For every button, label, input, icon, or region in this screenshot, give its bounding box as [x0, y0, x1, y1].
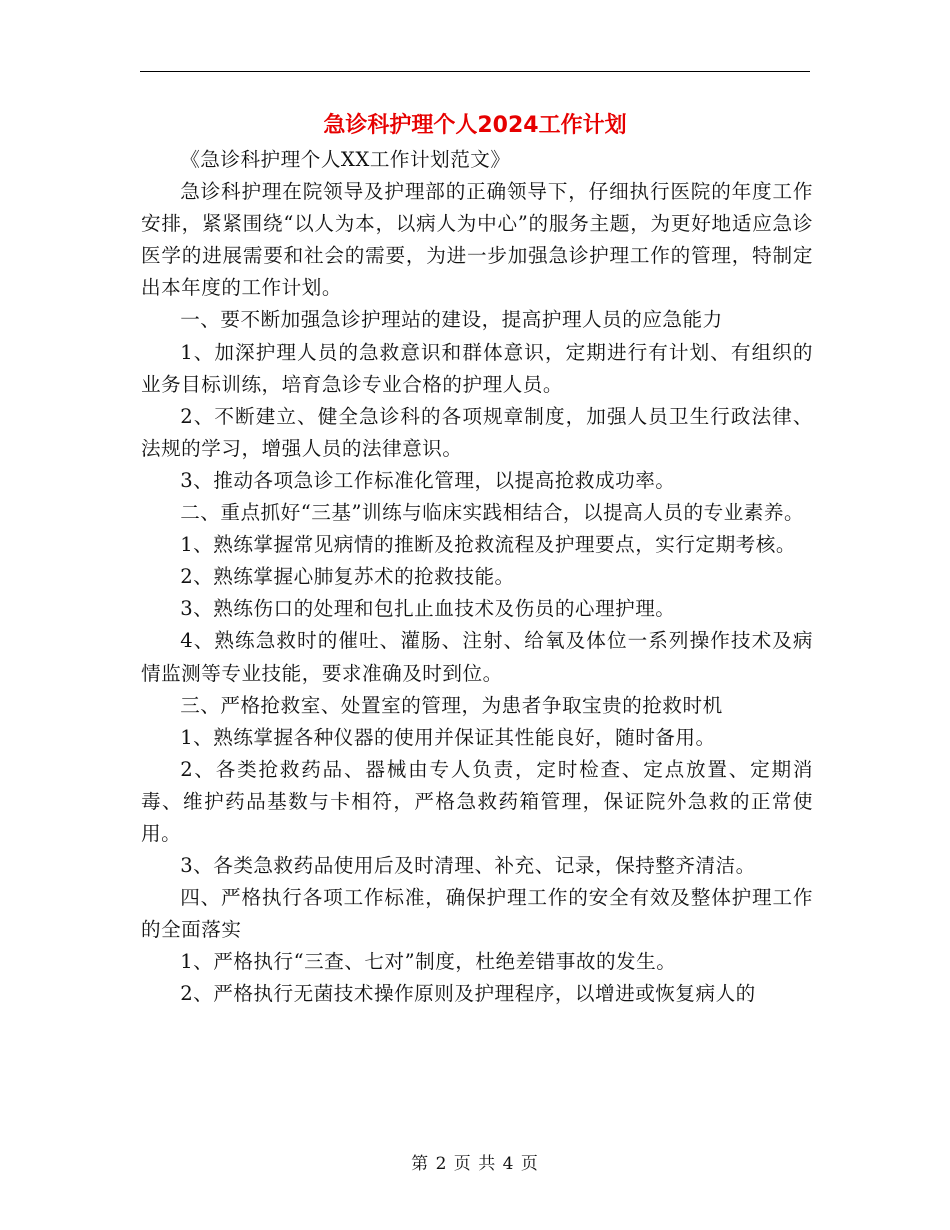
paragraph-4-1: 1、严格执行“三查、七对”制度，杜绝差错事故的发生。	[180, 950, 677, 974]
paragraph-2-2: 2、熟练掌握心肺复苏术的抢救技能。	[180, 565, 515, 589]
paragraph-intro: 急诊科护理在院领导及护理部的正确领导下，仔细执行医院的年度工作安排，紧紧围绕“以人为本，以病人为中心”的服务主题，为更好地适应急诊医学的进展需要和社会的需要，为进一步加强急诊护理工作的管理，特制定出本年度的工作计划。	[141, 180, 813, 300]
page-footer: 第 2 页 共 4 页	[411, 1154, 539, 1174]
paragraph-1-1: 1、加深护理人员的急救意识和群体意识，定期进行有计划、有组织的业务目标训练，培育急诊专业合格的护理人员。	[141, 340, 813, 396]
paragraph-1-2: 2、不断建立、健全急诊科的各项规章制度，加强人员卫生行政法律、法规的学习，增强人员的法律意识。	[141, 404, 813, 460]
section-heading-4: 四、严格执行各项工作标准，确保护理工作的安全有效及整体护理工作的全面落实	[141, 886, 813, 942]
paragraph-1-3: 3、推动各项急诊工作标准化管理，以提高抢救成功率。	[180, 468, 676, 492]
document-title: 急诊科护理个人2024工作计划	[323, 113, 627, 138]
paragraph-subtitle: 《急诊科护理个人XX工作计划范文》	[180, 148, 511, 171]
section-heading-3: 三、严格抢救室、处置室的管理，为患者争取宝贵的抢救时机	[180, 693, 723, 717]
header-rule	[140, 71, 810, 72]
paragraph-4-2: 2、严格执行无菌技术操作原则及护理程序，以增进或恢复病人的	[180, 982, 756, 1006]
section-heading-2: 二、重点抓好“三基”训练与临床实践相结合，以提高人员的专业素养。	[180, 501, 805, 525]
paragraph-3-1: 1、熟练掌握各种仪器的使用并保证其性能良好，随时备用。	[180, 725, 716, 749]
paragraph-2-4: 4、熟练急救时的催吐、灌肠、注射、给氧及体位一系列操作技术及病情监测等专业技能，要求准确及时到位。	[141, 629, 813, 685]
section-heading-1: 一、要不断加强急诊护理站的建设，提高护理人员的应急能力	[180, 308, 723, 332]
paragraph-3-3: 3、各类急救药品使用后及时清理、补充、记录，保持整齐清洁。	[180, 854, 756, 878]
paragraph-2-1: 1、熟练掌握常见病情的推断及抢救流程及护理要点，实行定期考核。	[180, 533, 796, 557]
paragraph-3-2: 2、各类抢救药品、器械由专人负责，定时检查、定点放置、定期消毒、维护药品基数与卡相符，严格急救药箱管理，保证院外急救的正常使用。	[141, 757, 813, 845]
paragraph-2-3: 3、熟练伤口的处理和包扎止血技术及伤员的心理护理。	[180, 597, 676, 621]
document-body	[141, 144, 813, 1011]
